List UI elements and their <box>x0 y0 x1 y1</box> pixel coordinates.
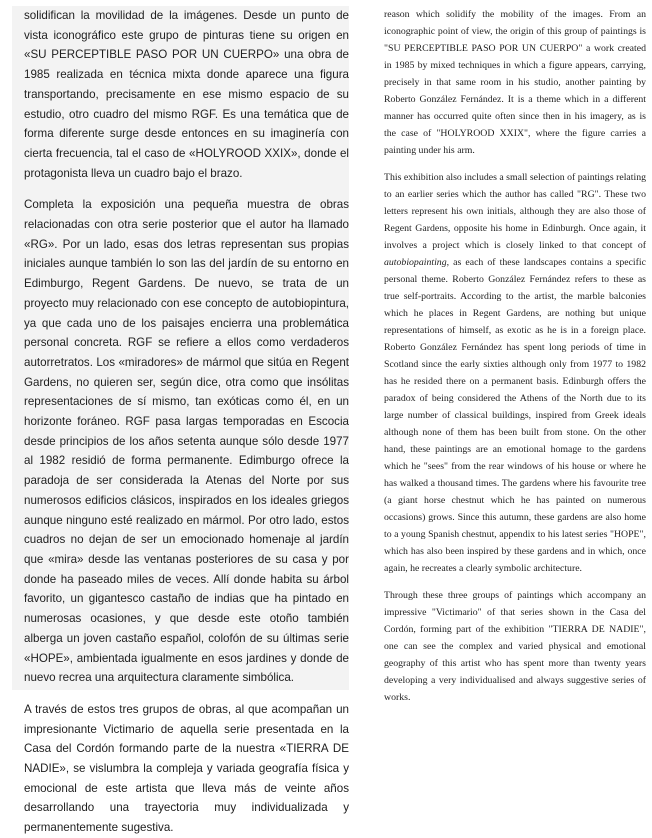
english-paragraph-3: Through these three groups of paintings which accompany an impressive "Victimario" of that series shown in the Casa del Cordón, forming part of the exhibition "TIERRA DE NADIE", one can see the complex and varied physical and emotional geography of this artist who has spent more than twenty years developing a very individualised and always suggestive series of works. <box>384 590 646 703</box>
spanish-paragraph-2: Completa la exposición una pequeña muestra de obras relacionadas con otra serie posterior que el autor ha llamado «RG». Por un lado, esas dos letras representan sus propias iniciales aunque también lo son las del jardín de su entorno en Edimburgo, Regent Gardens. De nuevo, se trata de un proyecto muy relacionado con ese concepto de autobiopintura, ya que cada uno de los paisajes encierra una problemática personal concreta. RGF se refiere a ellos como verdaderos autorretratos. Los «miradores» de mármol que sitúa en Regent Gardens, no quieren ser, según dice, otra como que insólitas representaciones de sí mismo, tan exóticas como él, en un horizonte foráneo. RGF pasa largas temporadas en Escocia desde principios de los años setenta aunque sólo desde 1977 al 1982 residió de forma permanente. Edimburgo ofrece la paradoja de ser considerada la Atenas del Norte por sus numerosos edificios clásicos, inspirados en los ideales griegos aunque ninguno esté realizado en mármol. Por otro lado, estos cuadros no dejan de ser un emocionado homenaje al jardín que «mira» desde las ventanas posteriores de su casa y por donde ha paseado miles de veces. Allí donde habita su árbol favorito, un gigantesco castaño de indias que ha pintado en numerosas ocasiones, y que desde este otoño también alberga un joven castaño español, colofón de su últimas serie «HOPE», ambientada igualmente en esos jardines y donde de nuevo recrea una arquitectura claramente simbólica. <box>24 198 349 685</box>
spanish-paragraph-1: solidifican la movilidad de la imágenes. Desde un punto de vista iconográfico este grupo de pinturas tiene su origen en «SU PERCEPTIBLE PASO POR UN CUERPO» una obra de 1985 realizada en técnica mixta donde aparece una figura transportando, precisamente en ese mismo espacio de su estudio, otro cuadro del mismo RGF. Es una temática que de forma diferente surge desde entonces en su imaginería con cierta frecuencia, tal el caso de «HOLYROOD XXIX», donde el protagonista lleva un cuadro bajo el brazo. <box>24 9 349 180</box>
spanish-paragraph-3: A través de estos tres grupos de obras, al que acompañan un impresionante Victimario de aquella serie presentada en la Casa del Cordón formando parte de la nuestra «TIERRA DE NADIE», se vislumbra la compleja y variada geografía física y emocional de este artista que lleva más de veinte años desarrollando una trayectoria muy individualizada y permanentemente sugestiva. <box>24 702 349 835</box>
english-text-column <box>372 6 648 703</box>
english-paragraph-2-part-2: , as each of these landscapes contains a specific personal theme. Roberto González Fernández refers to these as true self-portraits. According to the artist, the marble balconies which he places in Regent Gardens, are nothing but unique representations of himself, as exotic as he is in a foreign place. Roberto González Fernández has spent long periods of time in Scotland since the early sixties although only from 1977 to 1982 has he resided there on a permanent basis. Edinburgh offers the paradox of being considered the Athens of the North due to its large number of classical buildings, inspired from Greek ideals although none of them has been built from stone. On the other hand, these paintings are an emotional homage to the gardens which he "sees" from the rear windows of his house or where he has walked a thousand times. The gardens where his favourite tree (a giant horse chestnut which he has painted on numerous occasions) grows. Since this autumn, these gardens are also home to a young Spanish chestnut, appendix to his latest series "HOPE", which has also been inspired by these gardens and in which, once again, he recreates a clearly symbolic architecture. <box>384 257 646 574</box>
english-paragraph-2 <box>384 169 646 577</box>
english-paragraph-2-part-1: This exhibition also includes a small selection of paintings relating to an earlier series which the author has called "RG". These two letters represent his own initials, although they are also those of Regent Gardens, opposite his home in Edinburgh. Once again, it involves a project which is closely linked to that concept of <box>384 172 647 251</box>
autobiopainting-term: autobiopainting <box>384 257 447 268</box>
english-paragraph-1: reason which solidify the mobility of the images. From an iconographic point of view, the origin of this group of paintings is "SU PERCEPTIBLE PASO POR UN CUERPO" a work created in 1985 by mixed techniques in which a figure appears, carrying, precisely in that same room in his studio, another painting by Roberto González Fernández. It is a theme which in a different manner has occurred quite often since then in his imagery, as is the case of "HOLYROOD XXIX", where the figure carries a painting under his arm. <box>384 9 646 156</box>
spanish-text-column <box>12 6 349 835</box>
